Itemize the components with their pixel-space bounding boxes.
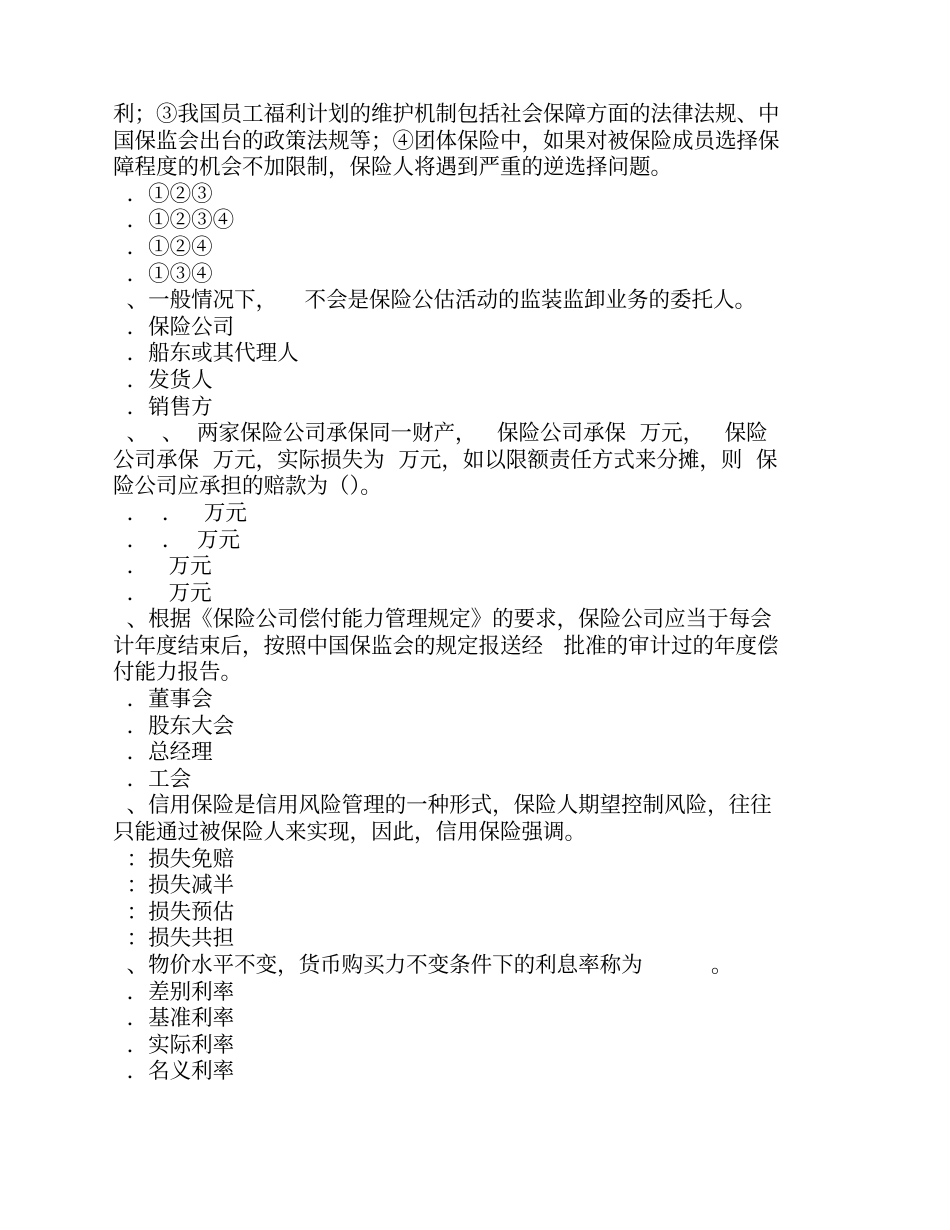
option-line: ． ． 万元: [113, 500, 247, 526]
question-line: 计年度结束后，按照中国保监会的规定报送经 批准的审计过的年度偿: [113, 633, 779, 659]
option-line: ．①②③: [113, 181, 213, 207]
option-line: ．①③④: [113, 261, 213, 287]
option-line: ：损失免赔: [113, 846, 235, 872]
option-line: ：损失共担: [113, 926, 235, 952]
question-line: 、 、 两家保险公司承保同一财产， 保险公司承保 万元， 保险: [113, 421, 768, 447]
option-line: ．差别利率: [113, 979, 235, 1005]
option-line: ．总经理: [113, 740, 213, 766]
question-line: 只能通过被保险人来实现，因此，信用保险强调。: [113, 820, 587, 846]
text-line-3: 障程度的机会不加限制，保险人将遇到严重的逆选择问题。: [113, 155, 673, 181]
question-line: 公司承保 万元，实际损失为 万元，如以限额责任方式来分摊，则 保: [113, 447, 778, 473]
option-line: ．①②③④: [113, 208, 235, 234]
option-line: ．实际利率: [113, 1032, 235, 1058]
option-line: ． ． 万元: [113, 527, 241, 553]
question-line: 、信用保险是信用风险管理的一种形式，保险人期望控制风险，往往: [113, 793, 772, 819]
question-line: 、一般情况下， 不会是保险公估活动的监装监卸业务的委托人。: [113, 288, 757, 314]
question-line: 、物价水平不变，货币购买力不变条件下的利息率称为 。: [113, 953, 733, 978]
option-line: ．保险公司: [113, 314, 235, 340]
question-line: 、根据《保险公司偿付能力管理规定》的要求，保险公司应当于每会: [113, 607, 772, 633]
option-line: ．①②④: [113, 234, 213, 260]
document-body: [113, 102, 835, 1086]
option-line: ．股东大会: [113, 713, 235, 739]
option-line: ．船东或其代理人: [113, 341, 299, 367]
option-line: ．基准利率: [113, 1006, 235, 1032]
option-line: ．名义利率: [113, 1059, 235, 1085]
option-line: ． 万元: [113, 554, 212, 580]
option-line: ．销售方: [113, 394, 213, 420]
option-line: ．工会: [113, 766, 192, 792]
option-line: ．发货人: [113, 367, 213, 393]
question-line: 付能力报告。: [113, 660, 243, 686]
text-line-2: 国保监会出台的政策法规等；④团体保险中，如果对被保险成员选择保: [113, 128, 780, 154]
option-line: ．董事会: [113, 687, 213, 713]
option-line: ：损失减半: [113, 873, 235, 899]
option-line: ． 万元: [113, 580, 212, 606]
question-line: 险公司应承担的赔款为（）。: [113, 474, 382, 500]
text-line-1: 利；③我国员工福利计划的维护机制包括社会保障方面的法律法规、中: [113, 102, 780, 127]
option-line: ：损失预估: [113, 899, 235, 925]
